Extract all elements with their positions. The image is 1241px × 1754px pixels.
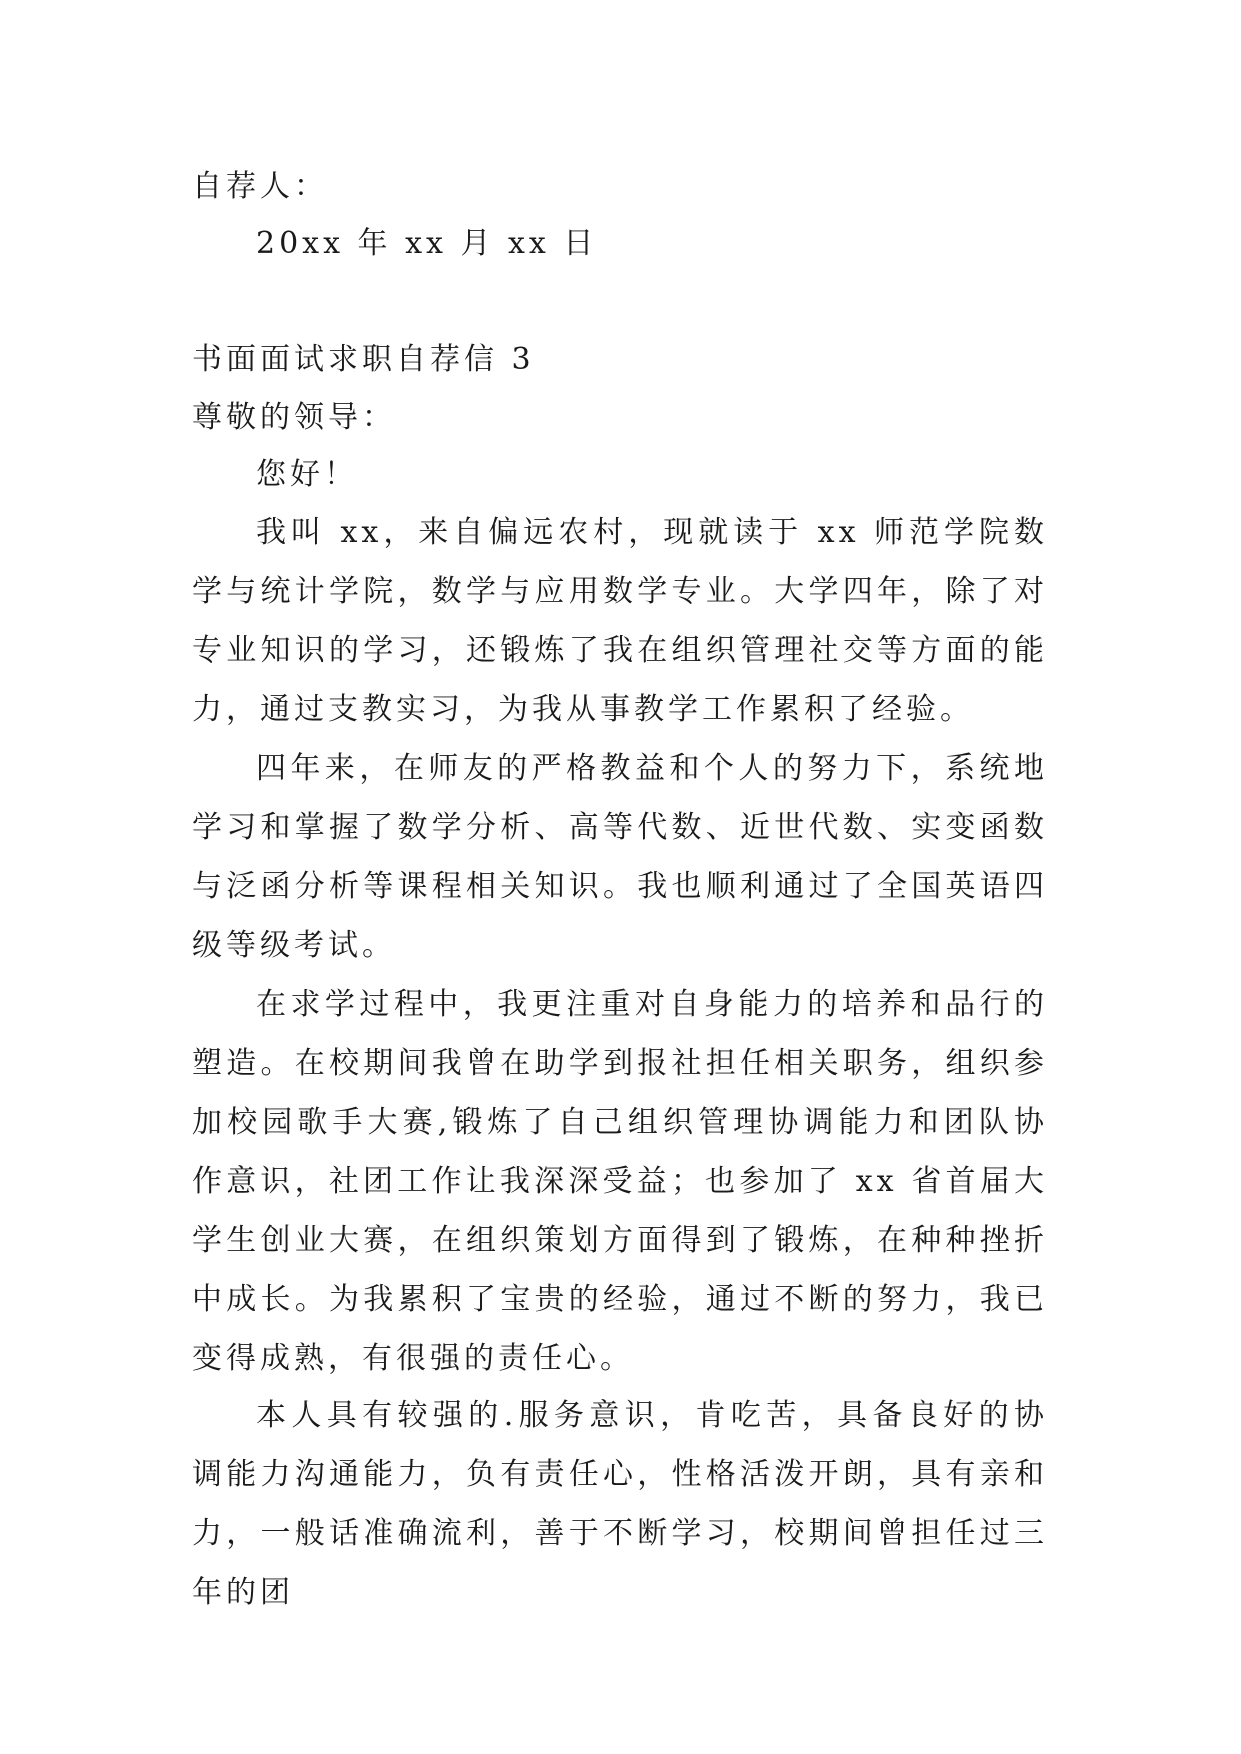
paragraph-intro: 我叫 xx，来自偏远农村，现就读于 xx 师范学院数学与统计学院，数学与应用数学专业。大学四年，除了对专业知识的学习，还锻炼了我在组织管理社交等方面的能力，通过支教实习，为我从事教学工作累积了经验。 xyxy=(192,515,1048,727)
greeting: 您好！ xyxy=(256,457,358,492)
signature-label: 自荐人： xyxy=(192,169,328,204)
signature-date: 20xx 年 xx 月 xx 日 xyxy=(256,226,598,261)
letter-title: 书面面试求职自荐信 3 xyxy=(192,342,535,377)
salutation: 尊敬的领导： xyxy=(192,400,396,435)
paragraph-study: 四年来，在师友的严格教益和个人的努力下，系统地学习和掌握了数学分析、高等代数、近世代数、实变函数与泛函分析等课程相关知识。我也顺利通过了全国英语四级等级考试。 xyxy=(192,751,1048,963)
paragraph-activities: 在求学过程中，我更注重对自身能力的培养和品行的塑造。在校期间我曾在助学到报社担任相关职务，组织参加校园歌手大赛,锻炼了自己组织管理协调能力和团队协作意识，社团工作让我深深受益；也参加了 xx 省首届大学生创业大赛，在组织策划方面得到了锻炼，在种种挫折中成长。为我累积了宝贵的经验，通过不断的努力，我已变得成熟，有很强的责任心。 xyxy=(192,987,1048,1376)
paragraph-qualities: 本人具有较强的.服务意识，肯吃苦，具备良好的协调能力沟通能力，负有责任心，性格活泼开朗，具有亲和力，一般话准确流利，善于不断学习，校期间曾担任过三年的团 xyxy=(192,1398,1048,1610)
